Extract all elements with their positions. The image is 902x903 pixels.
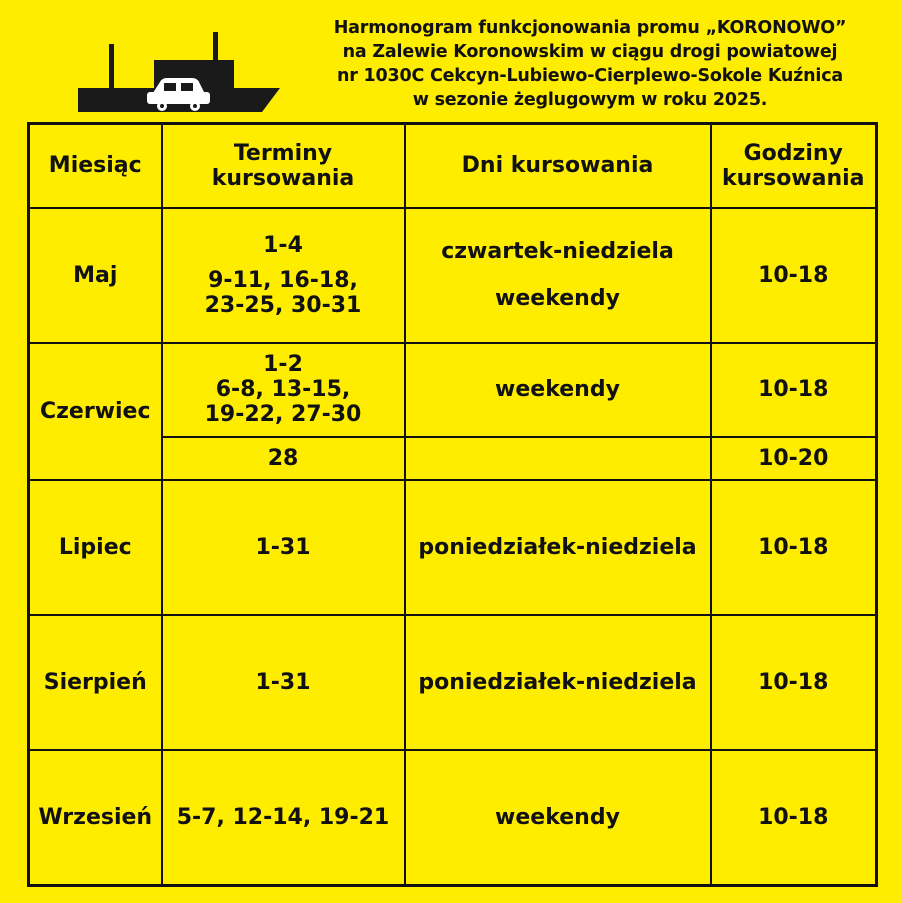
dates-line: 1-2 [263, 352, 303, 377]
dates-cell: 5-7, 12-14, 19-21 [162, 750, 405, 886]
hours-cell: 10-18 [711, 208, 877, 343]
header-hours [711, 124, 877, 208]
month-cell: Sierpień [29, 615, 162, 750]
header-month: Miesiąc [29, 124, 162, 208]
header-days: Dni kursowania [405, 124, 711, 208]
month-cell: Wrzesień [29, 750, 162, 886]
hours-cell: 10-18 [711, 750, 877, 886]
schedule-table [27, 122, 878, 887]
table-row-wrzesien [29, 750, 877, 886]
hours-cell: 10-18 [711, 480, 877, 615]
month-cell: Lipiec [29, 480, 162, 615]
header-hours-line-1: Godziny [743, 140, 843, 166]
days-cell: weekendy [405, 343, 711, 437]
table-row-maj [29, 208, 877, 343]
title-line-1: Harmonogram funkcjonowania promu „KORONOWO” [333, 18, 847, 38]
table-row-lipiec [29, 480, 877, 615]
days-line: czwartek-niedziela [441, 239, 674, 264]
dates-line: 9-11, 16-18, [208, 267, 358, 293]
dates-cell: 1-31 [162, 615, 405, 750]
header-row [29, 124, 877, 208]
days-cell: poniedziałek-niedziela [405, 615, 711, 750]
days-cell [405, 208, 711, 343]
header-dates [162, 124, 405, 208]
header [0, 0, 902, 122]
title-line-2: na Zalewie Koronowskim w ciągu drogi powiatowej [342, 42, 838, 62]
days-cell-empty [405, 437, 711, 480]
dates-cell: 1-31 [162, 480, 405, 615]
schedule-title [290, 16, 890, 112]
table-row-czerwiec [29, 343, 877, 437]
days-cell: weekendy [405, 750, 711, 886]
days-cell: poniedziałek-niedziela [405, 480, 711, 615]
hours-cell: 10-18 [711, 615, 877, 750]
header-dates-line-1: Terminy [233, 140, 333, 166]
dates-cell [162, 343, 405, 437]
dates-cell [162, 208, 405, 343]
hours-cell: 10-20 [711, 437, 877, 480]
title-line-3: nr 1030C Cekcyn-Lubiewo-Cierplewo-Sokole Kuźnica [336, 66, 844, 86]
dates-line: 1-4 [263, 232, 303, 258]
header-dates-line-2: kursowania [211, 165, 355, 191]
dates-line: 23-25, 30-31 [204, 292, 362, 318]
dates-line: 6-8, 13-15, [215, 377, 351, 402]
ferry-with-car-icon [76, 30, 282, 112]
month-cell: Czerwiec [29, 343, 162, 480]
title-line-4: w sezonie żeglugowym w roku 2025. [412, 90, 768, 110]
month-cell: Maj [29, 208, 162, 343]
dates-line: 19-22, 27-30 [204, 402, 362, 427]
dates-cell: 28 [162, 437, 405, 480]
table-row-sierpien [29, 615, 877, 750]
header-hours-line-2: kursowania [721, 165, 865, 191]
hours-cell: 10-18 [711, 343, 877, 437]
days-line: weekendy [495, 286, 620, 311]
